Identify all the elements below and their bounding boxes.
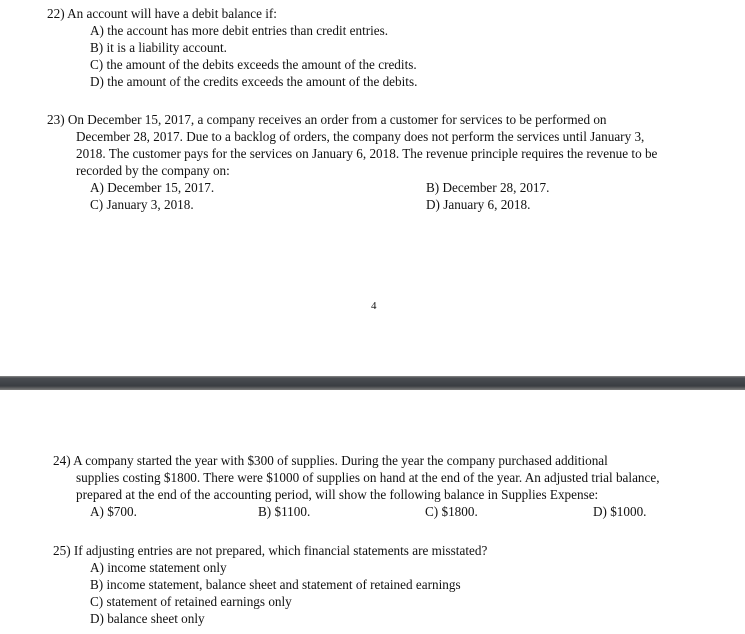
- page-number: 4: [371, 300, 377, 312]
- question-25-option-d: D) balance sheet only: [90, 611, 205, 626]
- question-23-option-b: B) December 28, 2017.: [426, 180, 550, 195]
- question-23-stem-line-4: recorded by the company on:: [76, 163, 230, 178]
- question-23-stem-line-3: 2018. The customer pays for the services on January 6, 2018. The revenue principle requires the revenue to be: [76, 146, 658, 161]
- question-22-stem: 22) An account will have a debit balance if:: [47, 6, 277, 21]
- page-separator: [0, 376, 745, 390]
- question-24-stem-line-2: supplies costing $1800. There were $1000 of supplies on hand at the end of the year. An adjusted trial balance,: [76, 470, 660, 485]
- question-24-option-b: B) $1100.: [258, 504, 311, 519]
- question-25-stem: 25) If adjusting entries are not prepared, which financial statements are misstated?: [53, 543, 488, 558]
- question-22-option-a: A) the account has more debit entries than credit entries.: [90, 23, 389, 38]
- question-23-stem-line-2: December 28, 2017. Due to a backlog of orders, the company does not perform the services until January 3,: [76, 129, 645, 144]
- question-23-option-d: D) January 6, 2018.: [426, 197, 531, 212]
- question-25-option-a: A) income statement only: [90, 560, 227, 575]
- question-22-option-d: D) the amount of the credits exceeds the amount of the debits.: [90, 74, 418, 89]
- question-23-option-a: A) December 15, 2017.: [90, 180, 215, 195]
- question-24-stem-line-3: prepared at the end of the accounting period, will show the following balance in Supplies Expense:: [76, 487, 599, 502]
- question-23-option-c: C) January 3, 2018.: [90, 197, 194, 212]
- question-23-stem-line-1: 23) On December 15, 2017, a company receives an order from a customer for services to be performed on: [47, 112, 607, 127]
- question-25-option-c: C) statement of retained earnings only: [90, 594, 292, 609]
- document-page-bottom: [0, 390, 745, 634]
- question-24-option-a: A) $700.: [90, 504, 137, 519]
- question-24-stem-line-1: 24) A company started the year with $300 of supplies. During the year the company purchased additional: [53, 453, 608, 468]
- question-22-option-b: B) it is a liability account.: [90, 40, 227, 55]
- question-24-option-d: D) $1000.: [593, 504, 647, 519]
- question-24-option-c: C) $1800.: [425, 504, 478, 519]
- question-25-option-b: B) income statement, balance sheet and statement of retained earnings: [90, 577, 461, 592]
- question-22-option-c: C) the amount of the debits exceeds the amount of the credits.: [90, 57, 417, 72]
